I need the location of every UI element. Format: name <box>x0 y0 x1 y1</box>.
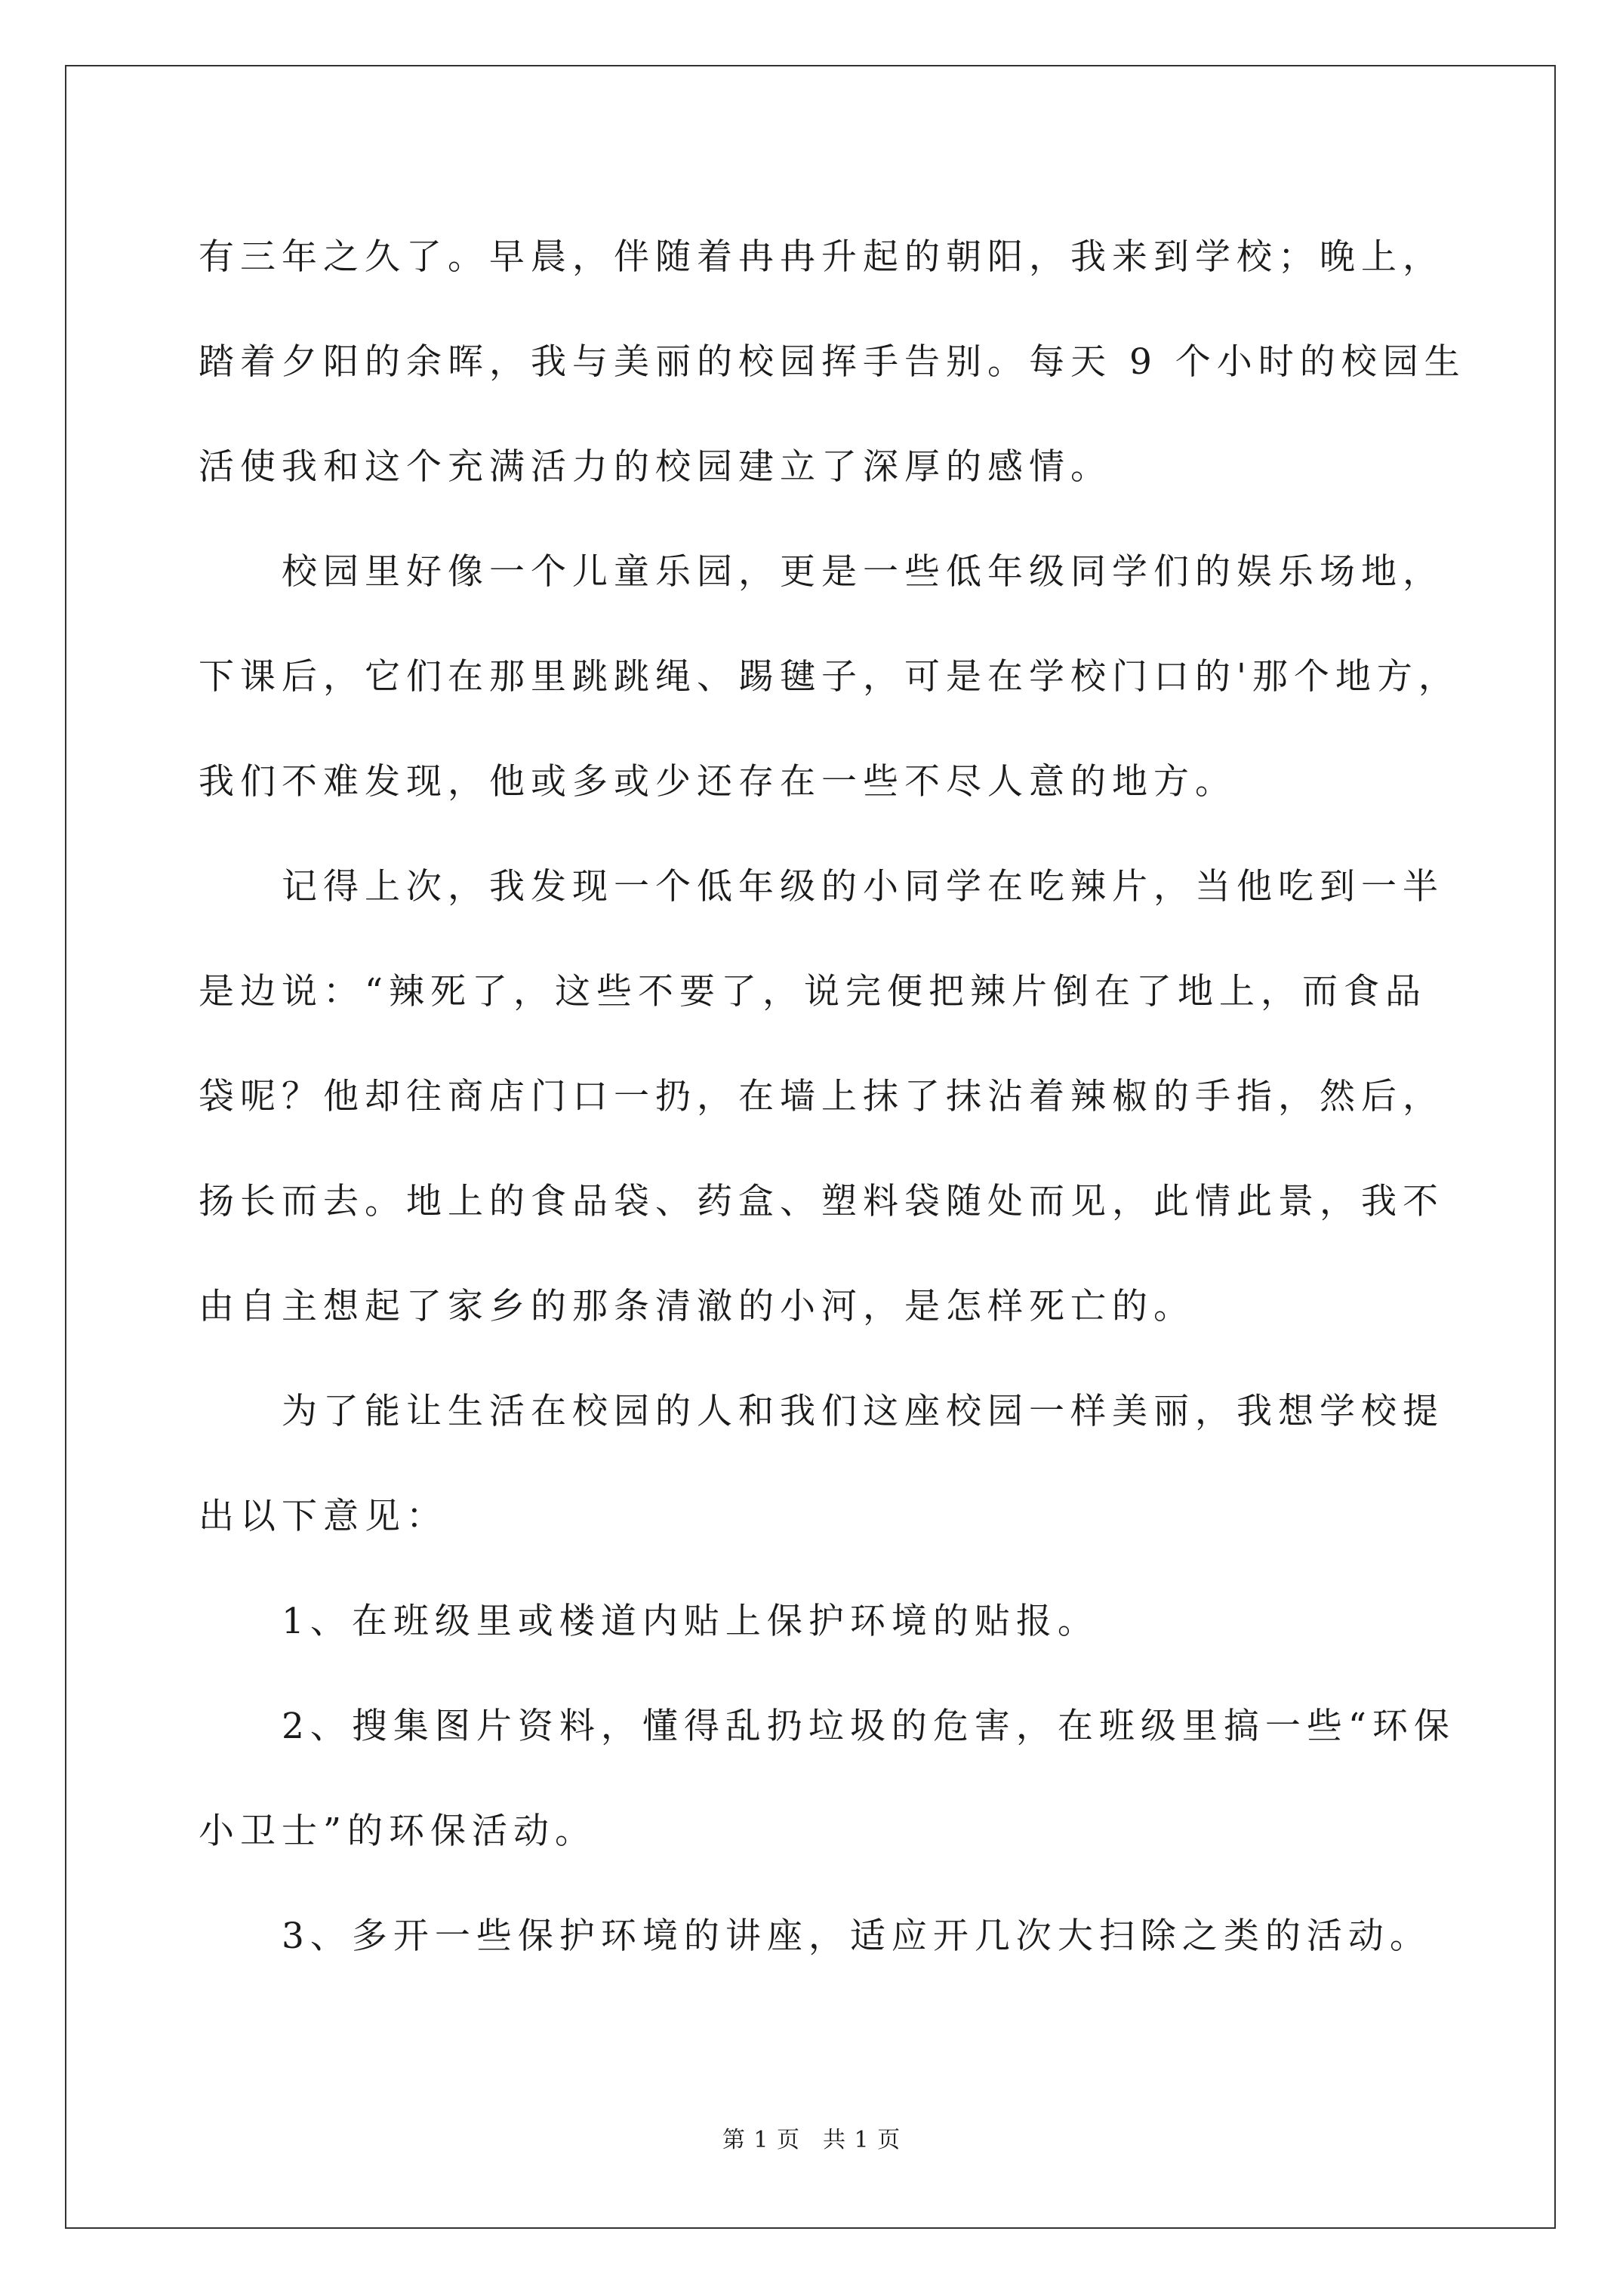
text-line-1: 有三年之久了。早晨，伴随着冉冉升起的朝阳，我来到学校；晚上， <box>199 236 1444 278</box>
document-body <box>199 205 1466 1989</box>
text-line-11: 由自主想起了家乡的那条清澈的小河，是怎样死亡的。 <box>199 1286 1195 1327</box>
text-line-8: 是边说：“辣死了，这些不要了，说完便把辣片倒在了地上，而食品 <box>199 971 1427 1012</box>
list-item-1: 1、在班级里或楼道内贴上保护环境的贴报。 <box>282 1601 1099 1642</box>
page-total: 共 1 页 <box>823 2127 901 2153</box>
text-line-5: 下课后，它们在那里跳跳绳、踢毽子，可是在学校门口的'那个地方， <box>199 656 1460 698</box>
text-line-13: 出以下意见： <box>199 1496 448 1537</box>
list-item-3: 3、多开一些保护环境的讲座，适应开几次大扫除之类的活动。 <box>282 1915 1431 1957</box>
text-line-2: 踏着夕阳的余晖，我与美丽的校园挥手告别。每天 9 个小时的校园生 <box>199 341 1466 383</box>
page-number: 第 1 页 <box>722 2127 800 2153</box>
list-item-2-continued: 小卫士”的环保活动。 <box>199 1811 597 1852</box>
text-line-9: 袋呢？他却往商店门口一扔，在墙上抹了抹沾着辣椒的手指，然后， <box>199 1076 1444 1117</box>
text-line-6: 我们不难发现，他或多或少还存在一些不尽人意的地方。 <box>199 761 1236 803</box>
page-footer <box>0 2125 1623 2156</box>
text-line-4: 校园里好像一个儿童乐园，更是一些低年级同学们的娱乐场地， <box>282 551 1444 593</box>
text-line-3: 活使我和这个充满活力的校园建立了深厚的感情。 <box>199 446 1112 488</box>
list-item-2: 2、搜集图片资料，懂得乱扔垃圾的危害，在班级里搞一些“环保 <box>282 1706 1455 1747</box>
text-line-10: 扬长而去。地上的食品袋、药盒、塑料袋随处而见，此情此景，我不 <box>199 1181 1444 1222</box>
text-line-7: 记得上次，我发现一个低年级的小同学在吃辣片，当他吃到一半 <box>282 866 1444 908</box>
text-line-12: 为了能让生活在校园的人和我们这座校园一样美丽，我想学校提 <box>282 1391 1444 1432</box>
